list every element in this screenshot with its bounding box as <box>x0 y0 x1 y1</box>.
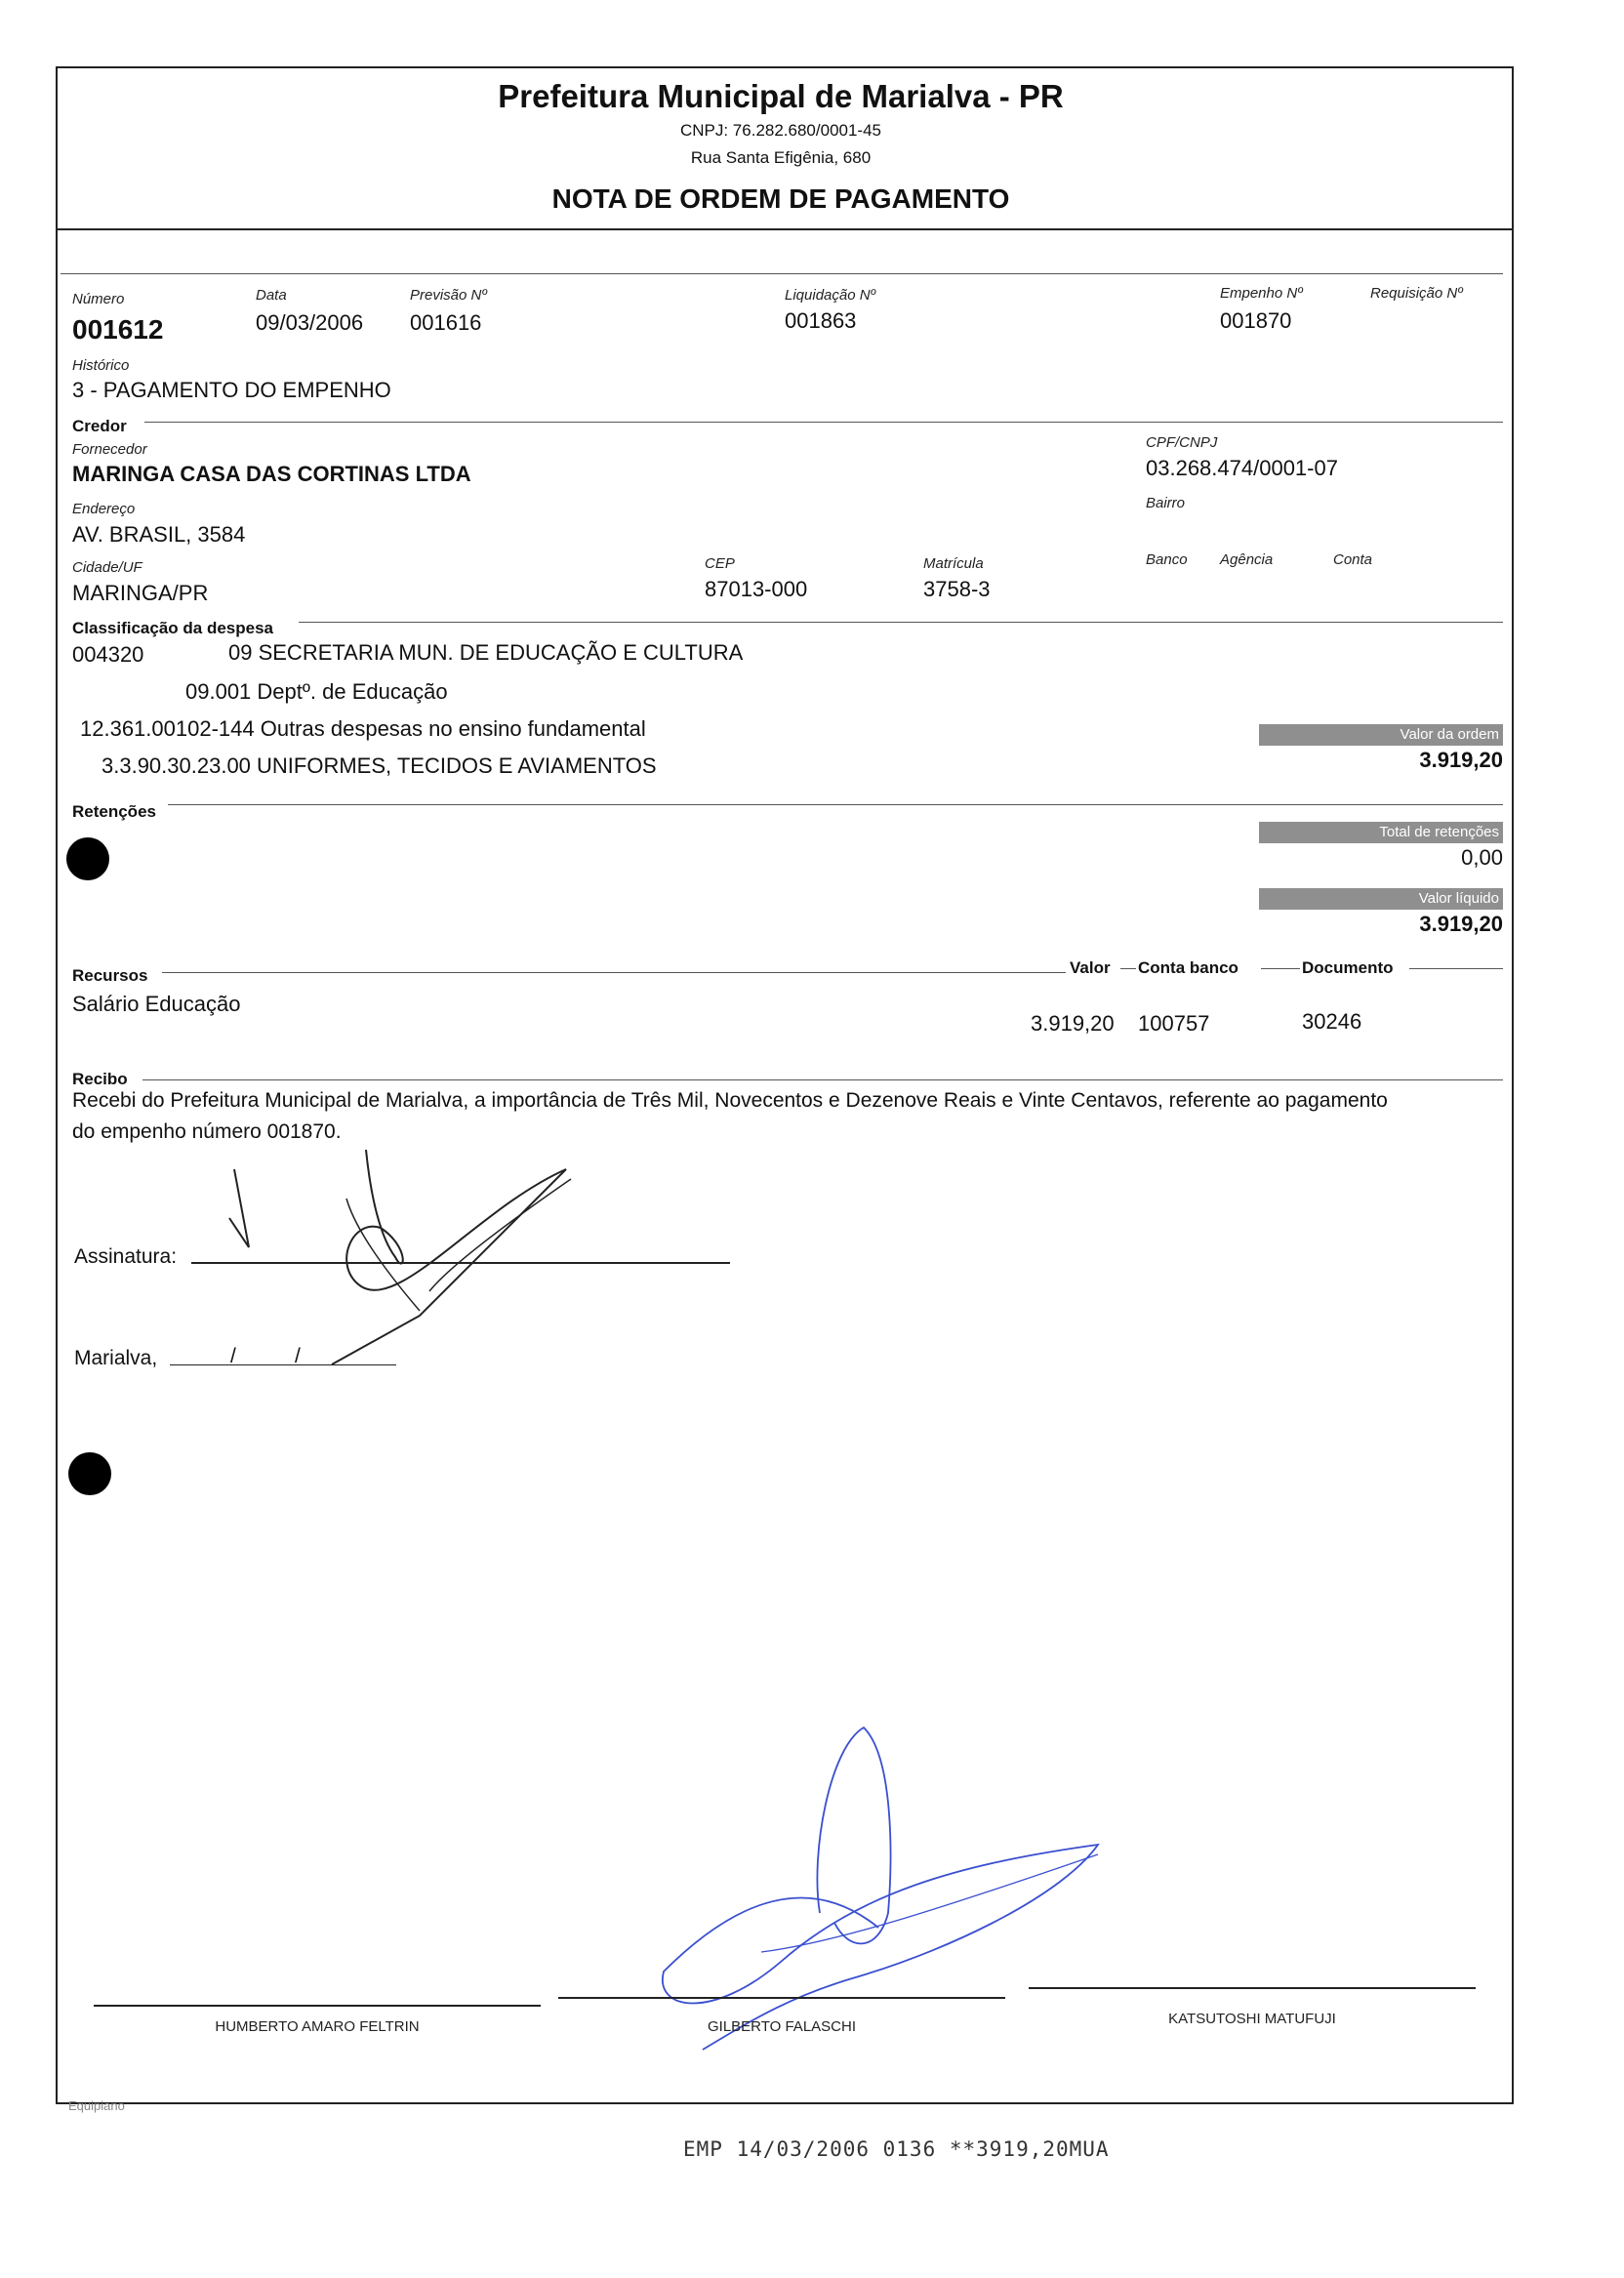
recibo-text: Recebi do Prefeitura Municipal de Marialva, a importância de Três Mil, Novecentos e Dezenove Reais e Vinte Centavos, referente ao pagamento <box>72 1089 1388 1112</box>
punch-hole <box>66 837 109 880</box>
recibo-heading: Recibo <box>72 1070 128 1088</box>
classificacao-heading: Classificação da despesa <box>72 619 274 637</box>
divider <box>1409 968 1503 969</box>
recursos-fonte: Salário Educação <box>72 992 241 1016</box>
date-separator: / <box>230 1345 236 1367</box>
fornecedor-label: Fornecedor <box>72 441 147 458</box>
cep-value: 87013-000 <box>705 577 808 601</box>
recursos-conta: 100757 <box>1138 1011 1210 1036</box>
cpf-label: CPF/CNPJ <box>1146 434 1218 451</box>
signatory-name: GILBERTO FALASCHI <box>708 2018 856 2035</box>
recursos-heading: Recursos <box>72 966 148 985</box>
valor-liquido-value: 3.919,20 <box>1419 912 1503 936</box>
banco-label: Banco <box>1146 551 1188 568</box>
divider <box>162 972 1066 973</box>
cidade-label: Cidade/UF <box>72 559 142 576</box>
date-separator: / <box>295 1345 301 1367</box>
divider <box>61 273 1503 274</box>
signatory-name: KATSUTOSHI MATUFUJI <box>1168 2011 1336 2027</box>
local-data-label: Marialva, <box>74 1347 158 1369</box>
empenho-value: 001870 <box>1220 308 1292 333</box>
divider <box>299 622 1503 623</box>
header-divider <box>56 228 1514 230</box>
historico-label: Histórico <box>72 357 130 374</box>
document-title: NOTA DE ORDEM DE PAGAMENTO <box>551 183 1010 214</box>
signature-line <box>558 1997 1005 1999</box>
fornecedor-value: MARINGA CASA DAS CORTINAS LTDA <box>72 462 471 486</box>
divider <box>168 804 1503 805</box>
valor-liquido-label: Valor líquido <box>1259 888 1503 910</box>
recursos-documento: 30246 <box>1302 1009 1362 1034</box>
liquidacao-label: Liquidação Nº <box>785 287 876 304</box>
liquidacao-value: 001863 <box>785 308 857 333</box>
receiver-signature <box>185 1140 595 1374</box>
numero-label: Número <box>72 291 125 307</box>
classificacao-line: 3.3.90.30.23.00 UNIFORMES, TECIDOS E AVIAMENTOS <box>102 753 657 778</box>
signatory-name: HUMBERTO AMARO FELTRIN <box>215 2018 420 2035</box>
credor-heading: Credor <box>72 417 127 435</box>
matricula-value: 3758-3 <box>923 577 991 601</box>
signature-line <box>1029 1987 1476 1989</box>
cidade-value: MARINGA/PR <box>72 581 209 605</box>
punch-hole <box>68 1452 111 1495</box>
bairro-label: Bairro <box>1146 495 1186 511</box>
numero-value: 001612 <box>72 314 164 345</box>
endereco-value: AV. BRASIL, 3584 <box>72 522 246 547</box>
signature-line <box>94 2005 541 2007</box>
previsao-label: Previsão Nº <box>410 287 487 304</box>
cpf-value: 03.268.474/0001-07 <box>1146 456 1338 480</box>
agencia-label: Agência <box>1220 551 1274 568</box>
retencoes-total-value: 0,00 <box>1461 845 1503 870</box>
cnpj-text: CNPJ: 76.282.680/0001-45 <box>679 121 882 140</box>
conta-label: Conta <box>1333 551 1373 568</box>
recursos-conta-header: Conta banco <box>1138 958 1238 977</box>
classificacao-code: 004320 <box>72 642 144 667</box>
valor-ordem-label: Valor da ordem <box>1259 724 1503 746</box>
divider <box>144 422 1503 423</box>
classificacao-line: 09 SECRETARIA MUN. DE EDUCAÇÃO E CULTURA <box>228 640 744 665</box>
data-value: 09/03/2006 <box>256 310 364 335</box>
previsao-value: 001616 <box>410 310 482 335</box>
recursos-valor: 3.919,20 <box>1031 1011 1115 1036</box>
data-label: Data <box>256 287 287 304</box>
valor-ordem-value: 3.919,20 <box>1419 748 1503 772</box>
divider <box>1261 968 1300 969</box>
historico-value: 3 - PAGAMENTO DO EMPENHO <box>72 378 391 402</box>
authentication-stamp: EMP 14/03/2006 0136 **3919,20MUA <box>683 2137 1110 2161</box>
address-text: Rua Santa Efigênia, 680 <box>690 148 872 167</box>
page-title: Prefeitura Municipal de Marialva - PR <box>498 78 1064 114</box>
retencoes-heading: Retenções <box>72 802 156 821</box>
classificacao-line: 09.001 Deptº. de Educação <box>185 679 448 704</box>
retencoes-total-label: Total de retenções <box>1259 822 1503 843</box>
recursos-documento-header: Documento <box>1302 958 1394 977</box>
recibo-text: do empenho número 001870. <box>72 1120 342 1143</box>
classificacao-line: 12.361.00102-144 Outras despesas no ensino fundamental <box>80 716 646 741</box>
assinatura-label: Assinatura: <box>74 1245 178 1268</box>
endereco-label: Endereço <box>72 501 136 517</box>
software-credit: Equipiano <box>68 2098 125 2113</box>
empenho-label: Empenho Nº <box>1220 285 1303 302</box>
divider <box>1120 968 1136 969</box>
matricula-label: Matrícula <box>923 555 984 572</box>
requisicao-label: Requisição Nº <box>1370 285 1463 302</box>
cep-label: CEP <box>705 555 735 572</box>
recursos-valor-header: Valor <box>1070 958 1111 977</box>
divider <box>142 1079 1503 1080</box>
